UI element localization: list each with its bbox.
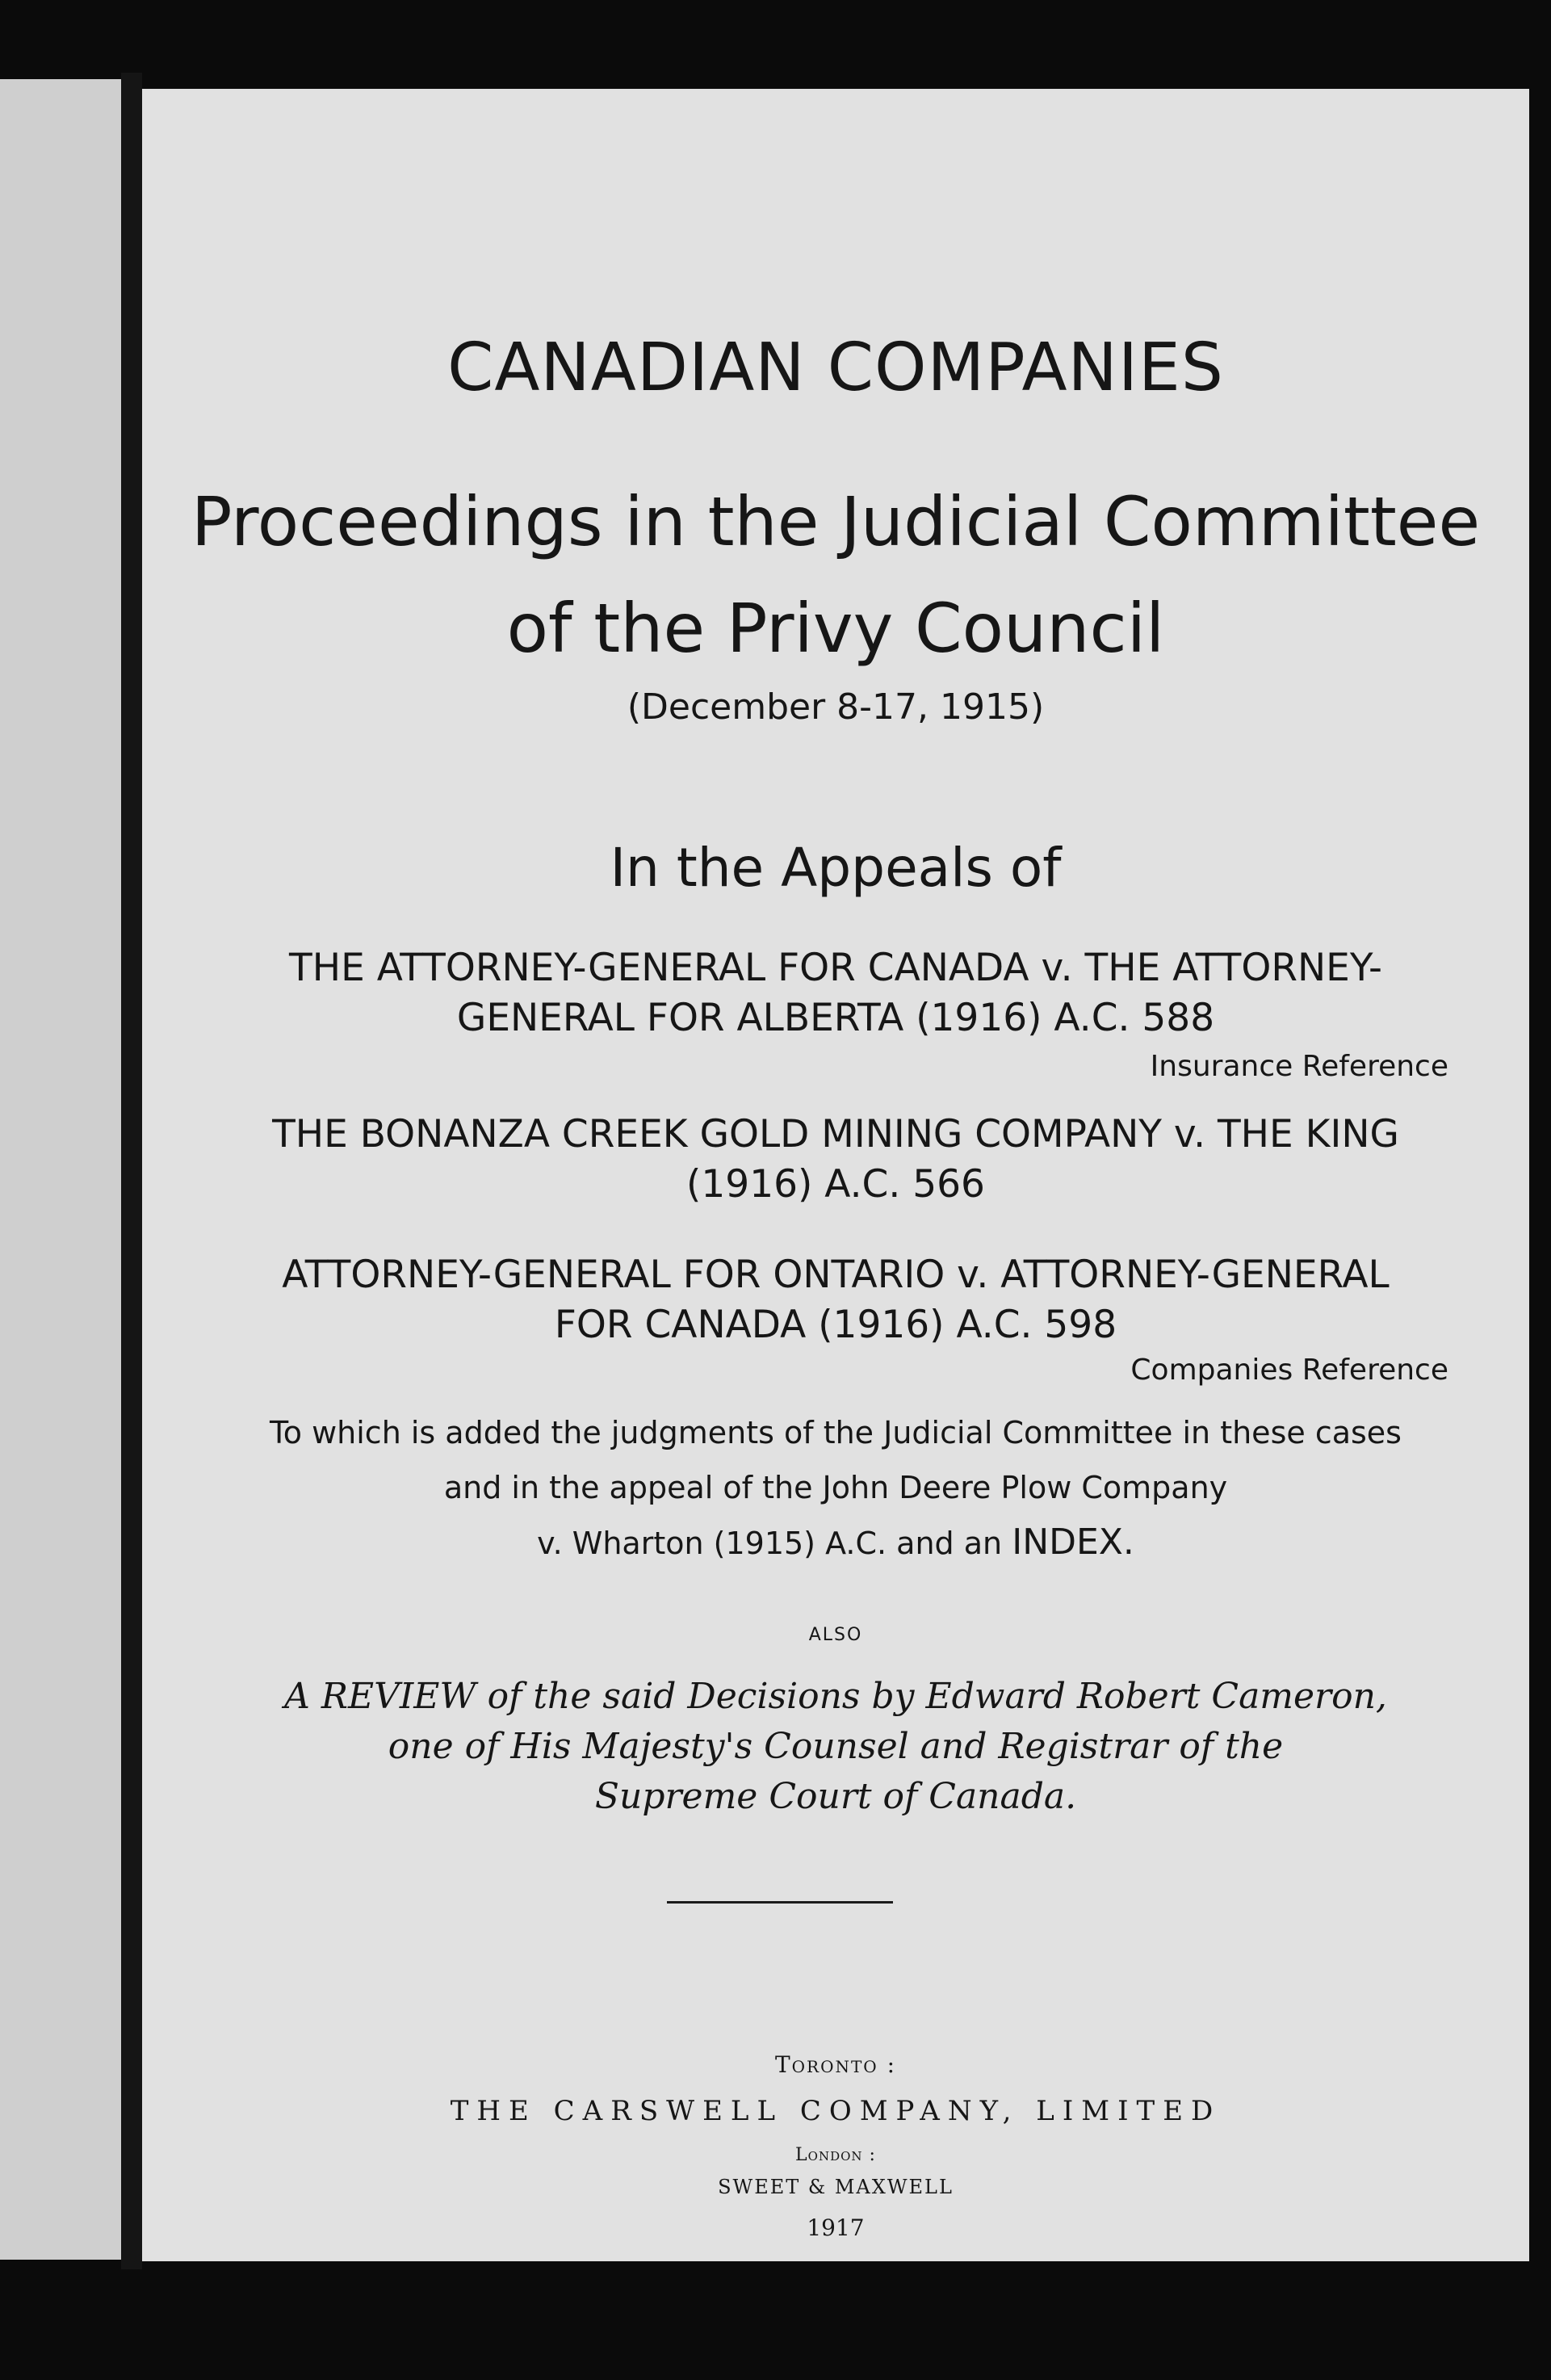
facing-page-edge (0, 79, 121, 2260)
co-publisher-name: SWEET & MAXWELL (718, 2176, 954, 2198)
subtitle-line-2: of the Privy Council (506, 589, 1165, 668)
review-line-3: Supreme Court of Canada. (594, 1776, 1077, 1817)
proceedings-dates: (December 8-17, 1915) (627, 686, 1045, 728)
subtitle-line-1: Proceedings in the Judicial Committee (191, 482, 1481, 561)
case-line-2: FOR CANADA (1916) A.C. 598 (554, 1303, 1117, 1347)
appeals-heading: In the Appeals of (610, 837, 1062, 899)
added-line-3-text: v. Wharton (1915) A.C. and an (537, 1526, 1003, 1561)
co-publisher-city: London : (795, 2145, 876, 2165)
index-word: INDEX. (1012, 1522, 1134, 1563)
divider-rule (667, 1901, 893, 1904)
case-line-2: (1916) A.C. 566 (686, 1162, 985, 1207)
added-line-2: and in the appeal of the John Deere Plow Company (443, 1470, 1228, 1505)
added-judgments-note (142, 1405, 1529, 1571)
case-line-2: GENERAL FOR ALBERTA (1916) A.C. 588 (456, 996, 1215, 1040)
case-line-1: THE BONANZA CREEK GOLD MINING COMPANY v. THE KING (272, 1112, 1399, 1156)
review-line-2: one of His Majesty's Counsel and Registrar of the (388, 1726, 1284, 1767)
spine-shadow (121, 73, 142, 2269)
case-line-1: ATTORNEY-GENERAL FOR ONTARIO v. ATTORNEY-GENERAL (282, 1253, 1390, 1297)
publication-year: 1917 (807, 2214, 865, 2241)
publisher-city: Toronto : (774, 2051, 897, 2078)
case-entry (142, 943, 1529, 1043)
review-line-1: A REVIEW of the said Decisions by Edward Robert Cameron, (284, 1676, 1387, 1717)
case-entry (142, 1250, 1529, 1350)
book-title: CANADIAN COMPANIES (447, 330, 1224, 406)
case-note: Companies Reference (1130, 1354, 1448, 1387)
case-line-1: THE ATTORNEY-GENERAL FOR CANADA v. THE ATTORNEY- (289, 946, 1382, 990)
also-label: ALSO (808, 1625, 863, 1645)
review-statement (142, 1672, 1529, 1822)
case-note: Insurance Reference (1150, 1050, 1448, 1083)
publisher-name: THE CARSWELL COMPANY, LIMITED (450, 2095, 1222, 2127)
case-entry (142, 1110, 1529, 1210)
added-line-3 (142, 1515, 1529, 1571)
title-page (142, 89, 1529, 2261)
added-line-1: To which is added the judgments of the Judicial Committee in these cases (270, 1415, 1402, 1450)
book-subtitle (142, 468, 1529, 682)
